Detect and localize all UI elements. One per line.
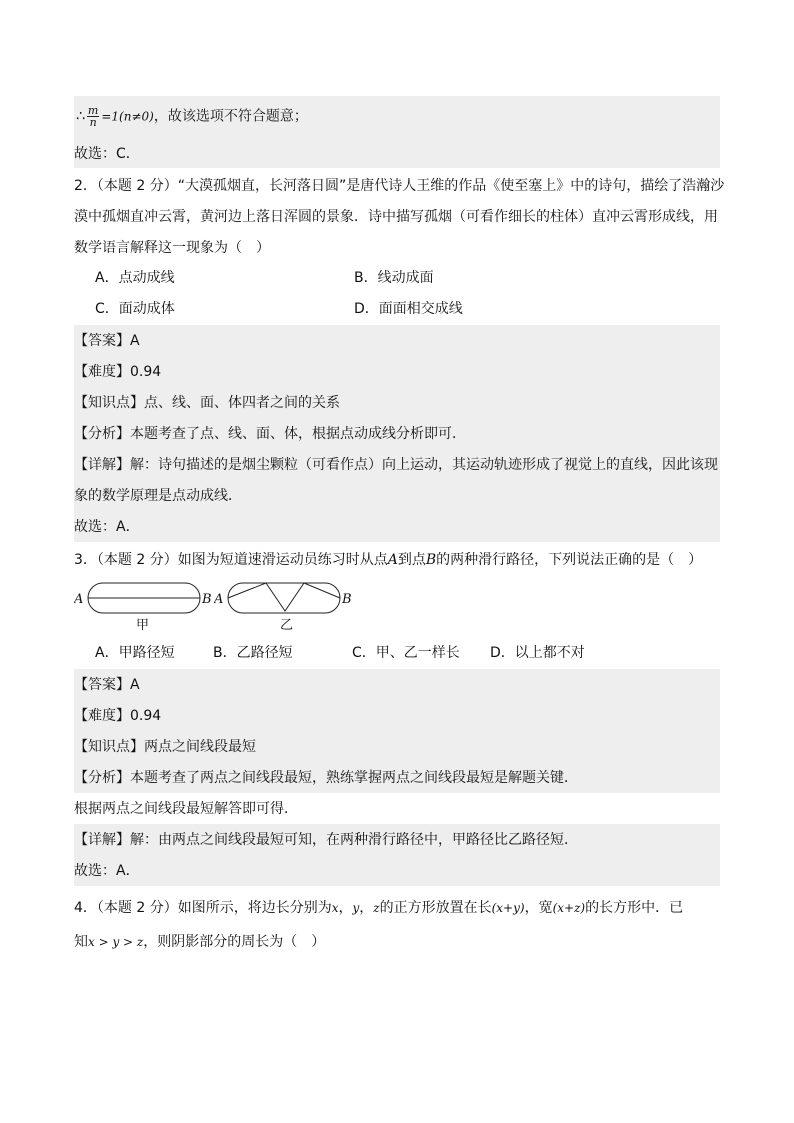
inequality: x > y > z <box>88 935 144 949</box>
q3-difficulty: 【难度】0.94 <box>74 708 162 724</box>
label-b: B <box>342 592 352 607</box>
therefore-symbol: ∴ <box>76 108 85 125</box>
point-b-label: B <box>425 552 437 568</box>
var-z: z <box>373 901 380 915</box>
q3-analysis-line2: 根据两点之间线段最短解答即可得． <box>74 801 298 817</box>
q4-text-a: 4．（本题 2 分）如图所示，将边长分别为 <box>74 900 332 916</box>
q3-stem-text: 3．（本题 2 分）如图为短道速滑运动员练习时从点 <box>74 552 388 568</box>
label-a: A <box>74 592 84 607</box>
q2-explanation <box>74 325 720 542</box>
q3-option-a: A．甲路径短 <box>95 645 175 661</box>
label-a: A <box>214 592 224 607</box>
q2-stem-line2: 漠中孤烟直冲云霄，黄河边上落日浑圆的景象．诗中描写孤烟（可看作细长的柱体）直冲云霄形成线，用 <box>74 209 718 225</box>
equation-text: =1(n≠0) <box>101 109 154 124</box>
q2-stem-line3: 数学语言解释这一现象为（ ） <box>74 240 270 256</box>
q2-final: 故选：A． <box>74 519 140 535</box>
q4-text-c: ，宽 <box>524 900 553 916</box>
separator: ， <box>359 900 374 916</box>
length-expression: (x+y) <box>491 901 525 915</box>
q4-text-e: 知 <box>74 934 88 950</box>
q2-analysis: 【分析】本题考查了点、线、面、体，根据点动成线分析即可． <box>74 426 466 442</box>
q2-option-a: A．点动成线 <box>95 270 175 286</box>
point-a-label: A <box>387 552 398 568</box>
q3-option-b: B．乙路径短 <box>213 645 293 661</box>
q3-stem-mid: 到点 <box>397 552 426 568</box>
q4-stem-line2 <box>74 932 720 952</box>
q4-text-b: 的正方形放置在长 <box>379 900 492 916</box>
q3-option-d: D．以上都不对 <box>490 645 585 661</box>
fraction-numerator: m <box>87 104 99 117</box>
fraction-m-over-n <box>87 105 99 128</box>
q3-explanation-top <box>74 669 720 793</box>
q3-analysis: 【分析】本题考查了两点之间线段最短，熟练掌握两点之间线段最短是解题关键． <box>74 770 578 786</box>
width-expression: (x+z) <box>552 901 586 915</box>
path-diagram-jia <box>74 578 220 634</box>
prev-answer: 故选：C． <box>74 138 720 168</box>
q3-stem-end: 的两种滑行路径，下列说法正确的是（ ） <box>436 552 703 568</box>
q2-option-b: B．线动成面 <box>354 270 434 286</box>
q3-explanation-bottom <box>74 824 720 886</box>
prev-solution-line <box>74 96 720 138</box>
q2-detail-line1: 【详解】解：诗句描述的是烟尘颗粒（可看作点）向上运动，其运动轨迹形成了视觉上的直线，因此该现 <box>74 457 718 473</box>
q2-knowledge: 【知识点】点、线、面、体四者之间的关系 <box>74 395 340 411</box>
caption-jia: 甲 <box>136 618 150 633</box>
q2-answer: 【答案】A <box>74 333 140 349</box>
var-y: y <box>352 901 360 915</box>
var-x: x <box>331 901 339 915</box>
track-outline <box>228 583 340 613</box>
q3-knowledge: 【知识点】两点之间线段最短 <box>74 739 256 755</box>
q3-option-c: C．甲、乙一样长 <box>352 645 460 661</box>
caption-yi: 乙 <box>280 618 294 633</box>
q2-detail-line2: 象的数学原理是点动成线． <box>74 488 242 504</box>
q3-detail: 【详解】解：由两点之间线段最短可知，在两种滑行路径中，甲路径比乙路径短． <box>74 832 578 848</box>
q3-stem <box>74 550 720 570</box>
fraction-denominator: n <box>89 116 97 129</box>
q4-text-d: 的长方形中．已 <box>585 900 684 916</box>
zigzag-path <box>228 583 340 611</box>
q2-difficulty: 【难度】0.94 <box>74 364 162 380</box>
q2-option-d: D．面面相交成线 <box>354 301 463 317</box>
q3-answer: 【答案】A <box>74 677 140 693</box>
path-diagram-yi <box>214 578 360 634</box>
q4-stem-line1 <box>74 898 720 918</box>
q3-final: 故选：A． <box>74 863 140 879</box>
conclusion-text: ，故该选项不符合题意； <box>153 108 308 125</box>
q4-text-f: ，则阴影部分的周长为（ ） <box>143 934 326 950</box>
q2-stem-line1: 2．（本题 2 分）“大漠孤烟直，长河落日圆”是唐代诗人王维的作品《使至塞上》中的诗句，描绘了浩瀚沙 <box>74 178 725 194</box>
label-b: B <box>202 592 212 607</box>
separator: ， <box>338 900 353 916</box>
q2-option-c: C．面动成体 <box>95 301 175 317</box>
